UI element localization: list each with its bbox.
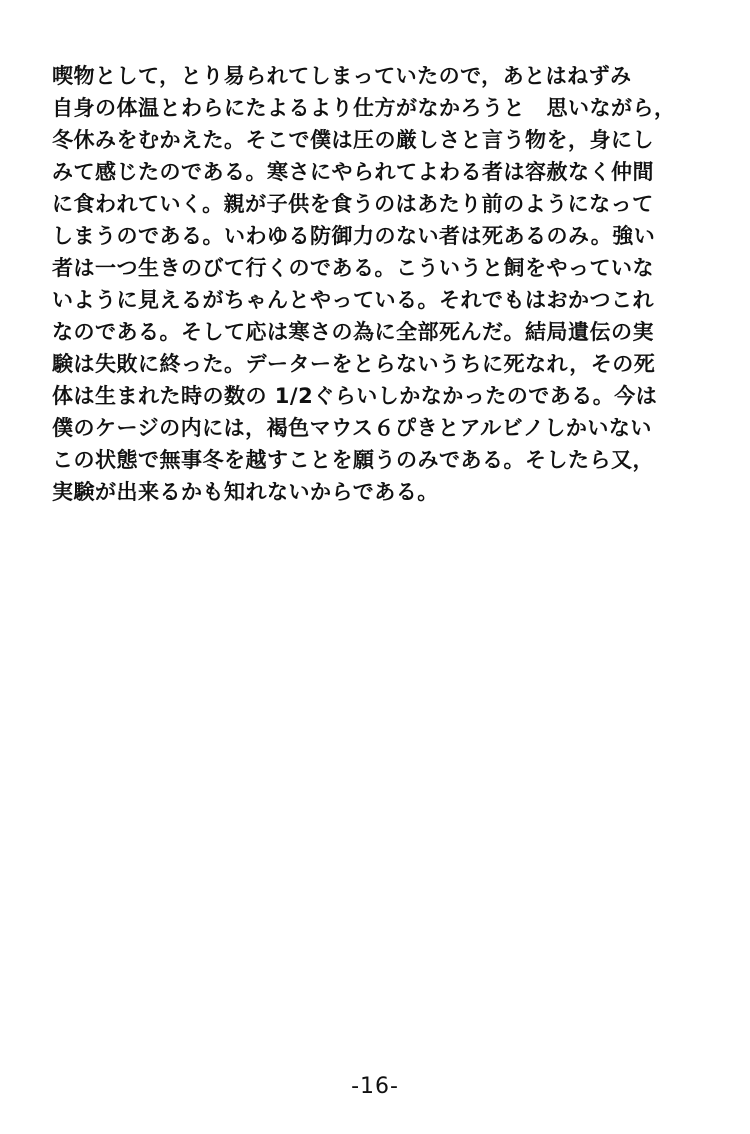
page-number: -16-	[351, 1074, 399, 1099]
text-line: いように見えるがちゃんとやっている。それでもはおかつこれ	[52, 288, 654, 312]
text-line: 僕のケージの内には，褐色マウス６ぴきとアルビノしかいない	[52, 416, 652, 440]
text-line: 者は一つ生きのびて行くのである。こういうと飼をやっていな	[52, 256, 654, 280]
text-line: 体は生まれた時の数の 1/2ぐらいしかなかったのである。今は	[52, 384, 658, 408]
text-line: しまうのである。いわゆる防御力のない者は死あるのみ。強い	[52, 224, 656, 248]
text-line: 冬休みをむかえた。そこで僕は圧の厳しさと言う物を，身にし	[52, 128, 654, 152]
text-line: 験は失敗に終った。データーをとらないうちに死なれ，その死	[52, 352, 656, 376]
text-line: なのである。そして応は寒さの為に全部死んだ。結局遺伝の実	[52, 320, 654, 344]
text-line: この状態で無事冬を越すことを願うのみである。そしたら又，	[52, 448, 654, 472]
text-line: 喫物として，とり易られてしまっていたので，あとはねずみ	[52, 64, 632, 88]
text-line: 自身の体温とわらにたよるより仕方がなかろうと 思いながら，	[52, 96, 676, 120]
text-line: みて感じたのである。寒さにやられてよわる者は容赦なく仲間	[52, 160, 654, 184]
text-line: に食われていく。親が子供を食うのはあたり前のようになって	[52, 192, 654, 216]
text-line: 実験が出来るかも知れないからである。	[52, 480, 439, 504]
body-text	[52, 60, 712, 508]
